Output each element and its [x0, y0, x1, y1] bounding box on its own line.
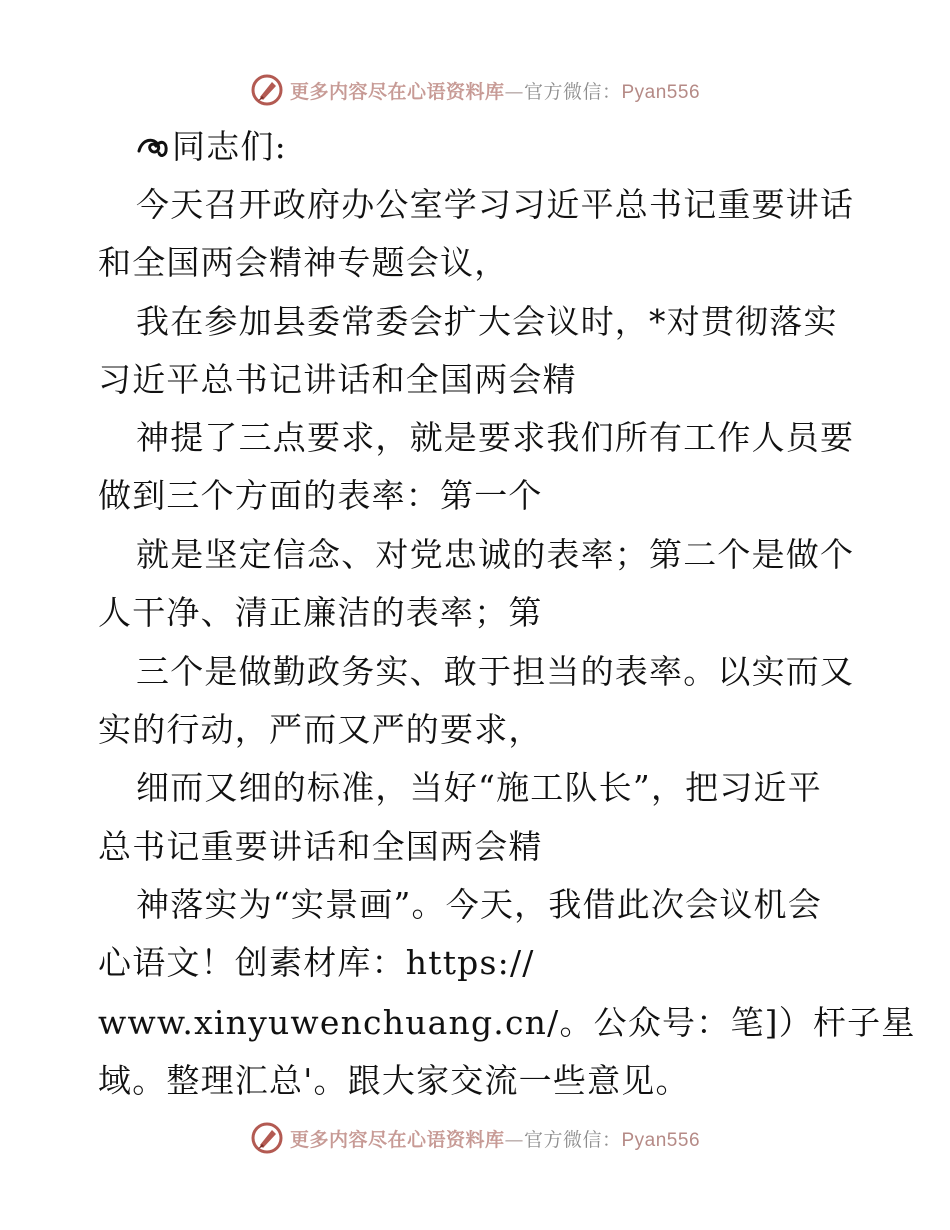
banner-wechat-label: 官方微信： — [523, 1128, 622, 1151]
text-line: 今天召开政府办公室学习习近平总书记重要讲话 — [136, 185, 855, 224]
text-line: 总书记重要讲话和全国两会精 — [98, 827, 543, 866]
banner-wechat-id: Pyan556 — [621, 1129, 701, 1151]
text-line: 细而又细的标准，当好“施工队长”，把习近平 — [136, 768, 822, 807]
banner-text — [290, 1125, 700, 1152]
decorative-swirl-icon — [136, 129, 170, 163]
banner-separator: — — [504, 80, 524, 103]
banner-wechat-label: 官方微信： — [523, 80, 622, 103]
text-line: 习近平总书记讲话和全国两会精 — [98, 360, 577, 399]
banner-text — [290, 77, 700, 104]
banner-slogan: 更多内容尽在心语资料库 — [289, 80, 505, 103]
text-line: 我在参加县委常委会扩大会议时，*对贯彻落实 — [136, 302, 838, 341]
text-line: 神落实为“实景画”。今天，我借此次会议机会 — [136, 885, 822, 924]
text-line: 域。整理汇总'。跟大家交流一些意见。 — [98, 1061, 690, 1100]
text-line: 和全国两会精神专题会议， — [98, 243, 509, 282]
header-banner — [0, 70, 950, 110]
banner-separator: — — [504, 1128, 524, 1151]
footer-banner — [0, 1118, 950, 1158]
text-line: 实的行动，严而又严的要求， — [98, 710, 543, 749]
text-line: www.xinyuwenchuang.cn/。公众号：笔]）杆子星 — [98, 1003, 916, 1042]
pen-nib-logo-icon — [250, 1121, 284, 1155]
banner-wechat-id: Pyan556 — [621, 81, 701, 103]
pen-nib-logo-icon — [250, 73, 284, 107]
text-line: 做到三个方面的表率：第一个 — [98, 476, 543, 515]
text-line: 三个是做勤政务实、敢于担当的表率。以实而又 — [136, 652, 855, 691]
text-line: 同志们: — [136, 118, 287, 176]
text-line: 心语文！创素材库：https:// — [98, 943, 535, 982]
text-line: 人干净、清正廉洁的表率；第 — [98, 593, 543, 632]
text-line: 就是坚定信念、对党忠诚的表率；第二个是做个 — [136, 535, 855, 574]
text-line: 神提了三点要求，就是要求我们所有工作人员要 — [136, 418, 855, 457]
banner-slogan: 更多内容尽在心语资料库 — [289, 1128, 505, 1151]
